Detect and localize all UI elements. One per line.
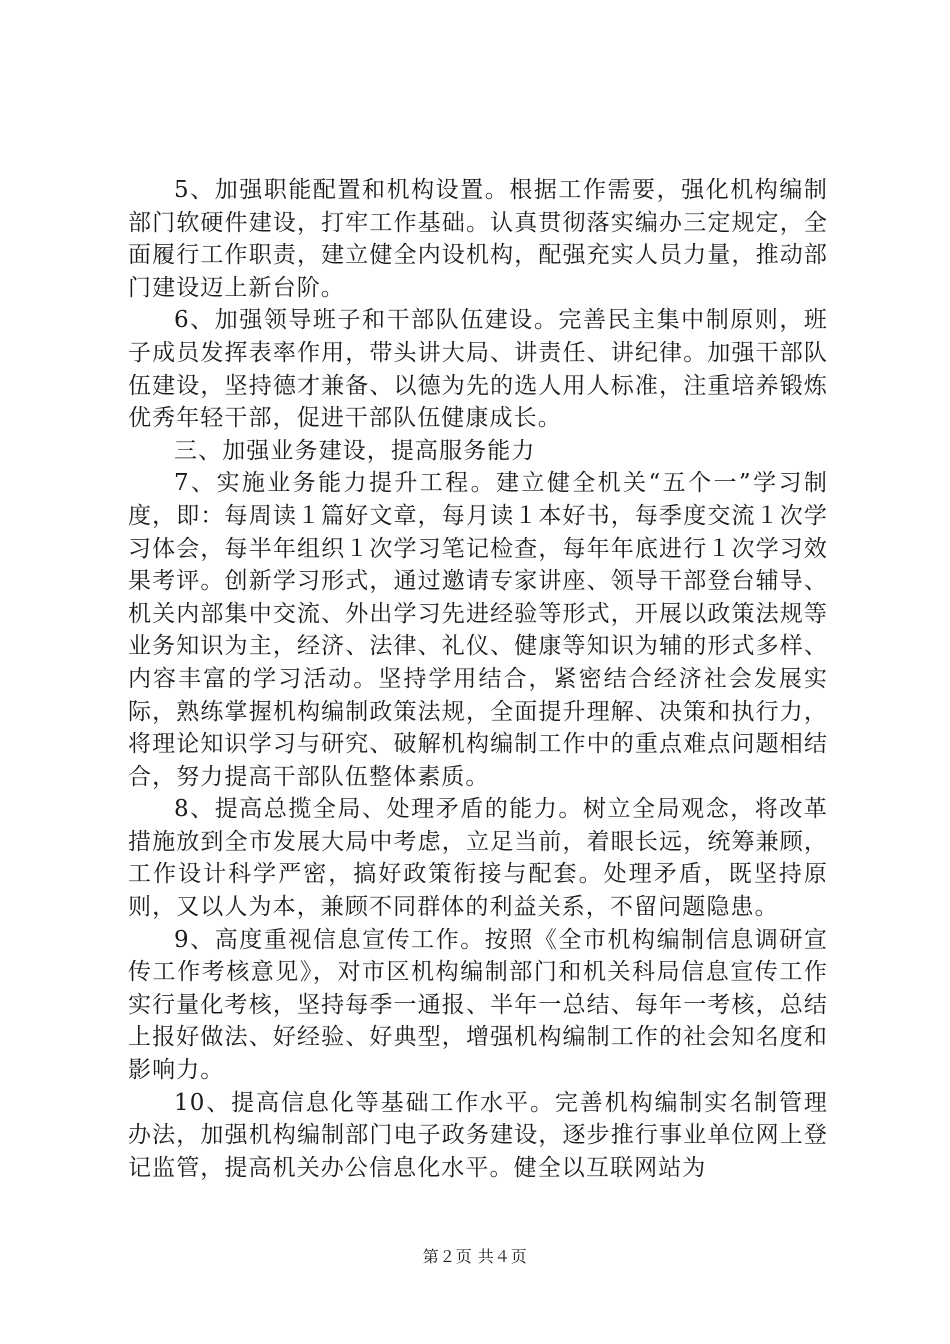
paragraph-5: 5、加强职能配置和机构设置。根据工作需要，强化机构编制部门软硬件建设，打牢工作基础。认真贯彻落实编办三定规定，全面履行工作职责，建立健全内设机构，配强充实人员力量，推动部门建设迈上新台阶。 xyxy=(128,177,828,301)
paragraph-6: 6、加强领导班子和干部队伍建设。完善民主集中制原则，班子成员发挥表率作用，带头讲大局、讲责任、讲纪律。加强干部队伍建设，坚持德才兼备、以德为先的选人用人标准，注重培养锻炼优秀年轻干部，促进干部队伍健康成长。 xyxy=(128,307,828,432)
section-heading-3: 三、加强业务建设，提高服务能力 xyxy=(174,437,536,464)
paragraph-10: 10、提高信息化等基础工作水平。完善机构编制实名制管理办法，加强机构编制部门电子政务建设，逐步推行事业单位网上登记监管，提高机关办公信息化水平。健全以互联网站为 xyxy=(128,1089,828,1181)
document-body xyxy=(128,174,828,1184)
paragraph-7: 7、实施业务能力提升工程。建立健全机关“五个一”学习制度，即：每周读１篇好文章，每月读１本好书，每季度交流１次学习体会，每半年组织１次学习笔记检查，每年年底进行１次学习效果考评。创新学习形式，通过邀请专家讲座、领导干部登台辅导、机关内部集中交流、外出学习先进经验等形式，开展以政策法规等业务知识为主，经济、法律、礼仪、健康等知识为辅的形式多样、内容丰富的学习活动。坚持学用结合，紧密结合经济社会发展实际，熟练掌握机构编制政策法规，全面提升理解、决策和执行力，将理论知识学习与研究、破解机构编制工作中的重点难点问题相结合，努力提高干部队伍整体素质。 xyxy=(128,470,828,790)
paragraph-9: 9、高度重视信息宣传工作。按照《全市机构编制信息调研宣传工作考核意见》，对市区机构编制部门和机关科局信息宣传工作实行量化考核，坚持每季一通报、半年一总结、每年一考核，总结上报好做法、好经验、好典型，增强机构编制工作的社会知名度和影响力。 xyxy=(128,926,828,1084)
page-footer: 第２页 共４页 xyxy=(422,1247,528,1266)
paragraph-8: 8、提高总揽全局、处理矛盾的能力。树立全局观念，将改革措施放到全市发展大局中考虑，立足当前，着眼长远，统筹兼顾，工作设计科学严密，搞好政策衔接与配套。处理矛盾，既坚持原则，又以人为本，兼顾不同群体的利益关系，不留问题隐患。 xyxy=(128,796,828,921)
